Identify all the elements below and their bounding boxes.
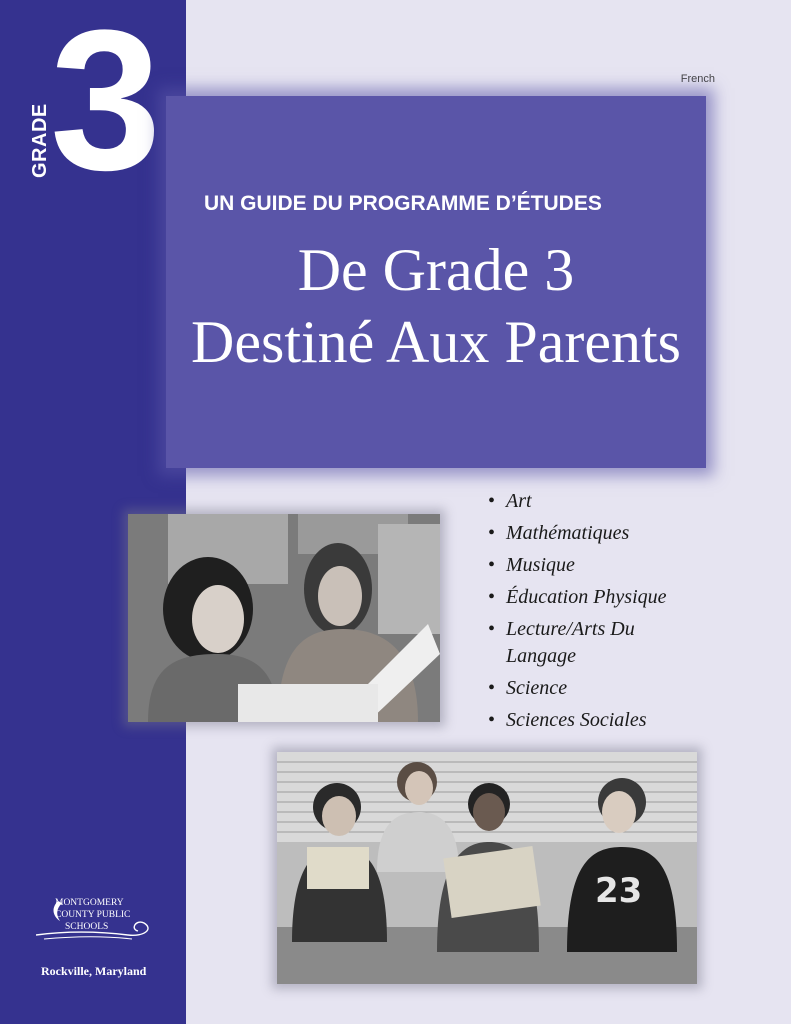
subtitle: UN GUIDE DU PROGRAMME D’ÉTUDES [204,192,602,215]
logo-line: COUNTY PUBLIC [55,910,131,920]
photo-children-reading [277,752,697,984]
title-box [166,96,706,468]
subject-item: • Mathématiques [488,520,706,547]
svg-text:23: 23 [595,871,643,911]
photo-teacher-student [128,514,440,722]
language-label: French [680,73,715,85]
logo-line: MONTGOMERY [55,898,124,908]
location-text: Rockville, Maryland [41,964,147,978]
photo-teacher-student-illustration [128,514,440,722]
logo-text [55,897,130,933]
photo-children-reading-illustration [277,752,697,984]
subject-item: • Science [488,675,706,702]
grade-word: GRADE [29,103,51,178]
subject-item: • Art [488,488,706,515]
title-line-2: Destiné Aux Parents [191,309,681,375]
subject-list [488,488,706,739]
left-sidebar-band [0,0,186,1024]
title-line-1: De Grade 3 [297,237,575,303]
subject-item: • Sciences Sociales [488,707,706,734]
subject-item: • Éducation Physique [488,584,706,611]
grade-number: 3 [50,0,156,212]
subject-item: • Lecture/Arts Du Langage [488,616,706,670]
main-title [166,234,706,378]
subject-item: • Musique [488,552,706,579]
logo-line: SCHOOLS [65,922,109,932]
